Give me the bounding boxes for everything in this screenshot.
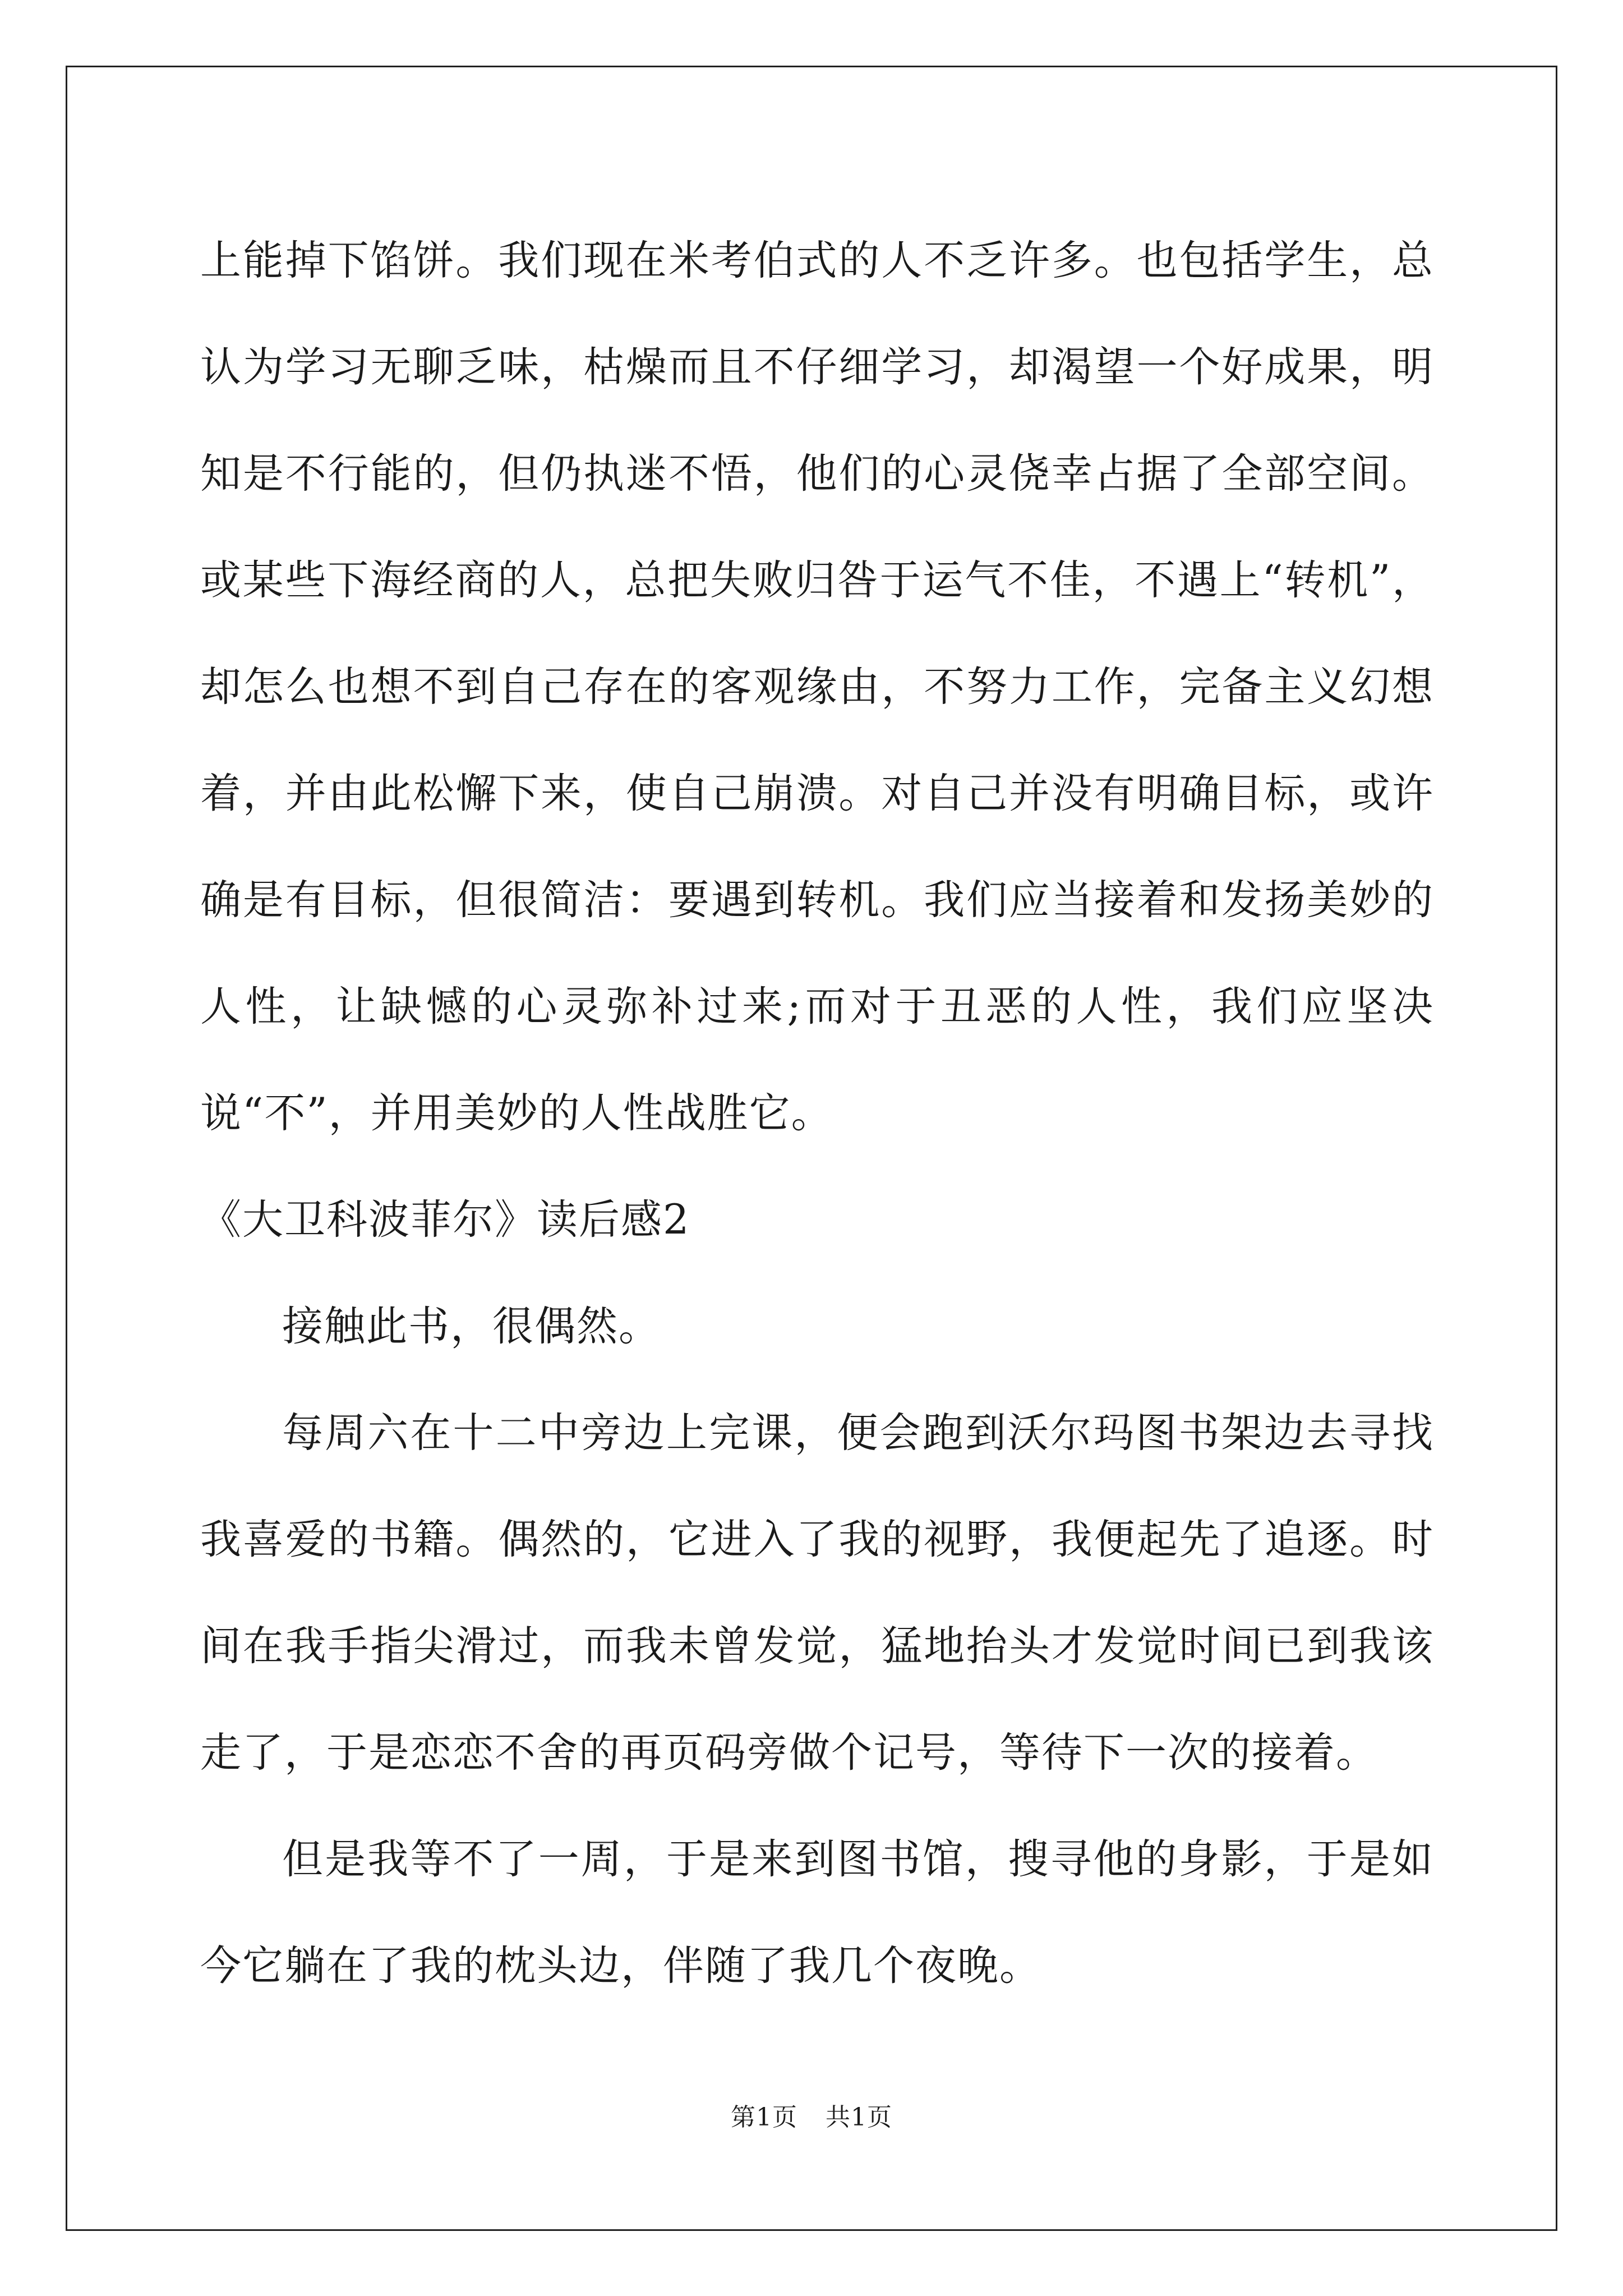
paragraph-1: 接触此书，很偶然。 [282, 1303, 661, 1350]
paragraph-3: 但是我等不了一周，于是来到图书馆，搜寻他的身影，于是如今它躺在了我的枕头边，伴随了我几个夜晚。 [200, 1835, 1434, 1990]
document-body [200, 208, 1434, 2019]
page-number: 第1页 [731, 2103, 797, 2132]
page-footer [0, 2101, 1623, 2134]
section-heading: 《大卫科波菲尔》读后感2 [200, 1196, 690, 1244]
total-pages: 共1页 [826, 2103, 892, 2132]
paragraph-2: 每周六在十二中旁边上完课，便会跑到沃尔玛图书架边去寻找我喜爱的书籍。偶然的，它进入了我的视野，我便起先了追逐。时间在我手指尖滑过，而我未曾发觉，猛地抬头才发觉时间已到我该走了，于是恋恋不舍的再页码旁做个记号，等待下一次的接着。 [200, 1409, 1434, 1777]
paragraph-continued: 上能掉下馅饼。我们现在米考伯式的人不乏许多。也包括学生，总认为学习无聊乏味，枯燥而且不仔细学习，却渴望一个好成果，明知是不行能的，但仍执迷不悟，他们的心灵侥幸占据了全部空间。或某些下海经商的人，总把失败归咎于运气不佳，不遇上“转机”，却怎么也想不到自己存在的客观缘由，不努力工作，完备主义幻想着，并由此松懈下来，使自己崩溃。对自己并没有明确目标，或许确是有目标，但很简洁：要遇到转机。我们应当接着和发扬美妙的人性，让缺憾的心灵弥补过来;而对于丑恶的人性，我们应坚决说“不”，并用美妙的人性战胜它。 [200, 237, 1434, 1137]
